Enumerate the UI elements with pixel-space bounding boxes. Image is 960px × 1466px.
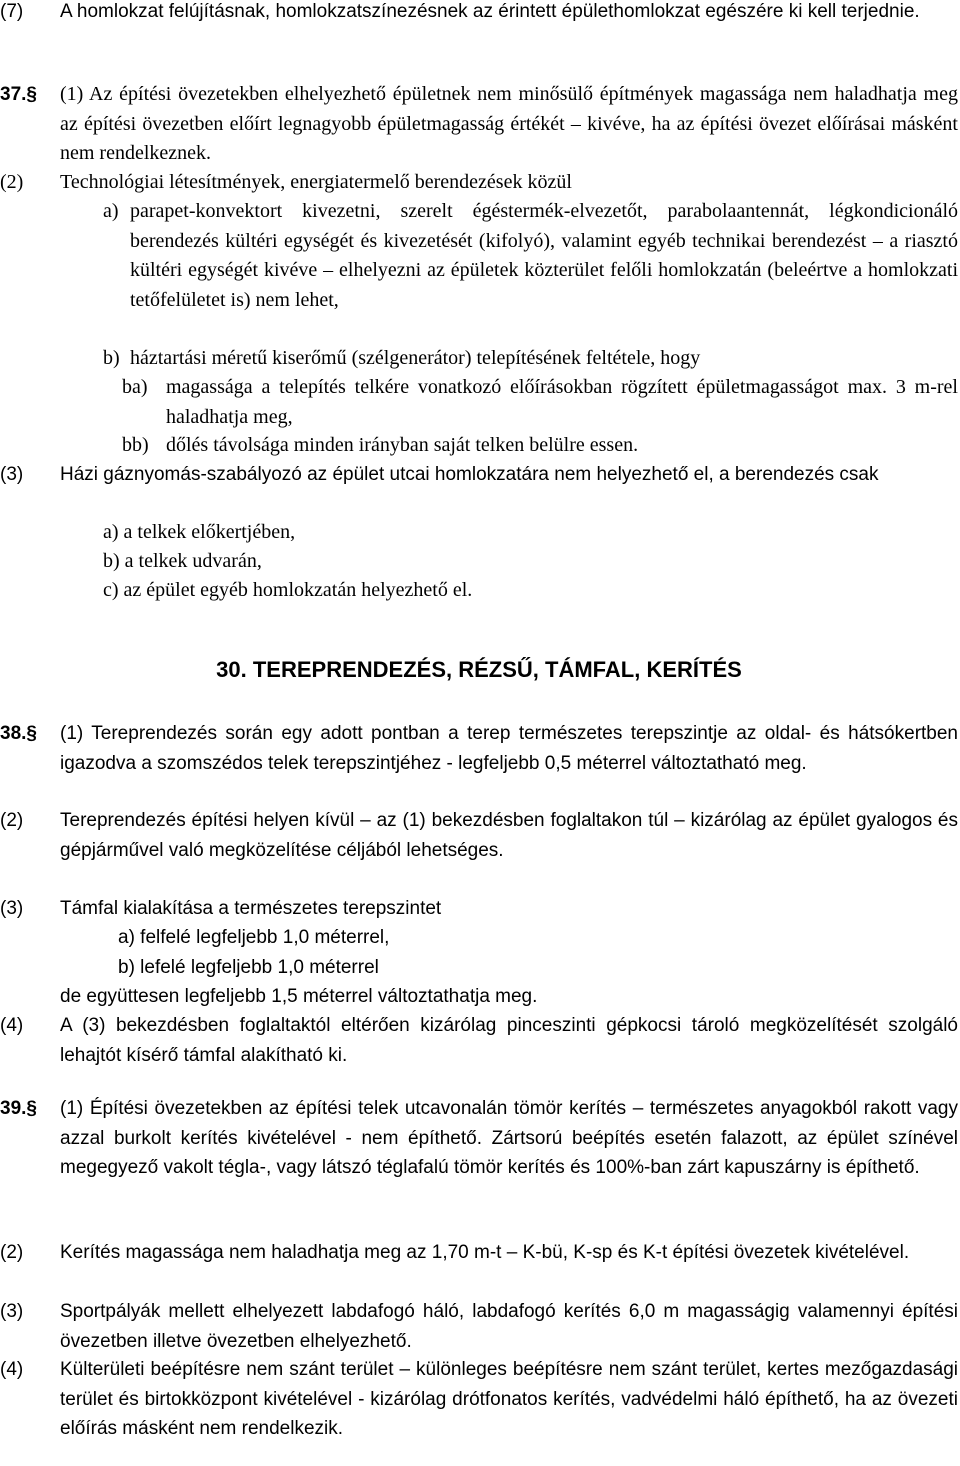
- section-38-paragraph-2: [0, 806, 958, 865]
- paragraph-text: Technológiai létesítmények, energiatermelő berendezések közül: [60, 171, 572, 193]
- section-sign-icon: §: [26, 84, 37, 105]
- paragraph-number: (3): [0, 1301, 24, 1322]
- list-item-text: parapet-konvektort kivezetni, szerelt égéstermék-elvezetőt, parabolaantennát, légkondicionáló berendezés kültéri egységét és kivezetését (kifolyó), valamint egyéb technikai berendezést – a riasztó kültéri egységét kivéve – elhelyezni az épületek közterület felőli homlokzatán (beleértve a homlokzati tetőfelületet is) nem lehet,: [130, 200, 958, 311]
- list-item-2ba: [122, 373, 958, 432]
- list-item-2b: [103, 344, 958, 374]
- section-37-paragraph-3: [0, 460, 958, 490]
- list-item-text: dőlés távolsága minden irányban saját telken belülre essen.: [166, 434, 639, 456]
- paragraph-text: Támfal kialakítása a természetes terepszintet: [60, 898, 442, 919]
- paragraph-text: Külterületi beépítésre nem szánt terület – különleges beépítésre nem szánt terület, kertes mezőgazdasági terület és birtokközpont kivételével - kizárólag drótfonatos kerítés, vadvédelmi háló építhető, ha az övezeti előírás másként nem rendelkezik.: [60, 1359, 958, 1439]
- list-item-text: magassága a telepítés telkére vonatkozó előírásokban rögzített épületmagasságot max. 3 m-rel haladhatja meg,: [166, 376, 958, 428]
- list-marker: bb): [122, 434, 149, 456]
- section-39-paragraph-1: [0, 1094, 958, 1183]
- paragraph-number: (3): [0, 464, 24, 485]
- list-item-2bb: [122, 431, 958, 461]
- section-37-paragraph-2: [0, 168, 958, 198]
- list-item-3a: a) felfelé legfeljebb 1,0 méterrel,: [118, 927, 390, 948]
- list-item-3c: c) az épület egyéb homlokzatán helyezhető el.: [103, 579, 473, 601]
- paragraph-text: (1) Építési övezetekben az építési telek utcavonalán tömör kerítés – természetes anyagokból rakott vagy azzal burkolt kerítés kivételével - nem építhető. Zártsorú beépítés esetén falazott, az épület színével megegyező vakolt tégla-, vagy látszó téglafalú tömör kerítés és 100%-ban zárt kapuszárny is építhető.: [60, 1098, 958, 1178]
- list-item-3a: a) a telkek előkertjében,: [103, 521, 296, 543]
- section-39-paragraph-2: [0, 1238, 958, 1268]
- section-sign-icon: §: [26, 723, 37, 744]
- section-39-paragraph-3: [0, 1297, 958, 1356]
- paragraph-text: (1) Az építési övezetekben elhelyezhető épületnek nem minősülő építmények magassága nem haladhatja meg az építési övezetben előírt legnagyobb épületmagasság értékét – kivéve, ha az építési övezet előírásai másként nem rendelkeznek.: [60, 83, 958, 164]
- paragraph-text: A homlokzat felújításnak, homlokzatszínezésnek az érintett épülethomlokzat egészére ki kell terjednie.: [60, 1, 920, 22]
- paragraph-continuation: de együttesen legfeljebb 1,5 méterrel változtathatja meg.: [60, 986, 538, 1007]
- section-sign-icon: §: [26, 1098, 37, 1119]
- paragraph-text: Kerítés magassága nem haladhatja meg az 1,70 m-t – K-bü, K-sp és K-t építési övezetek kivételével.: [60, 1242, 910, 1263]
- list-item-3b: b) lefelé legfeljebb 1,0 méterrel: [118, 957, 379, 978]
- list-marker: ba): [122, 376, 148, 398]
- section-37-paragraph-1: [0, 80, 958, 169]
- list-item-2a: [103, 197, 958, 315]
- list-item-3b: b) a telkek udvarán,: [103, 550, 262, 572]
- paragraph-number: (3): [0, 898, 24, 919]
- paragraph-number: (2): [0, 810, 24, 831]
- list-marker: a): [103, 200, 119, 222]
- section-38-paragraph-4: [0, 1011, 958, 1070]
- section-38-paragraph-3: [0, 894, 958, 924]
- paragraph-text: Sportpályák mellett elhelyezett labdafogó háló, labdafogó kerítés 6,0 m magasságig valamennyi építési övezetben illetve övezetben elhelyezhető.: [60, 1301, 958, 1352]
- chapter-heading: 30. TEREPRENDEZÉS, RÉZSŰ, TÁMFAL, KERÍTÉS: [216, 657, 742, 682]
- list-marker: b): [103, 347, 120, 369]
- paragraph-number: (4): [0, 1015, 24, 1036]
- paragraph-number: (7): [0, 1, 24, 22]
- section-39-paragraph-4: [0, 1355, 958, 1444]
- paragraph-text: Házi gáznyomás-szabályozó az épület utcai homlokzatára nem helyezhető el, a berendezés csak: [60, 464, 879, 485]
- paragraph-number: (2): [0, 171, 24, 193]
- paragraph-text: A (3) bekezdésben foglaltaktól eltérően kizárólag pinceszinti gépkocsi tároló megközelítését szolgáló lehajtót kísérő támfal alakítható ki.: [60, 1015, 958, 1066]
- section-38-paragraph-1: [0, 719, 958, 778]
- section-number: 37.§: [0, 84, 37, 105]
- paragraph-number: (2): [0, 1242, 24, 1263]
- paragraph-7: [0, 0, 958, 27]
- paragraph-text: Tereprendezés építési helyen kívül – az (1) bekezdésben foglaltakon túl – kizárólag az épület gyalogos és gépjárművel való megközelítése céljából lehetséges.: [60, 810, 958, 861]
- paragraph-text: (1) Tereprendezés során egy adott pontban a terep természetes terepszintje az oldal- és hátsókertben igazodva a szomszédos telek terepszintjéhez - legfeljebb 0,5 méterrel változtatható meg.: [60, 723, 958, 774]
- section-number: 38.§: [0, 723, 37, 744]
- list-item-text: háztartási méretű kiserőmű (szélgenerátor) telepítésének feltétele, hogy: [130, 347, 701, 369]
- paragraph-number: (4): [0, 1359, 24, 1380]
- section-number: 39.§: [0, 1098, 37, 1119]
